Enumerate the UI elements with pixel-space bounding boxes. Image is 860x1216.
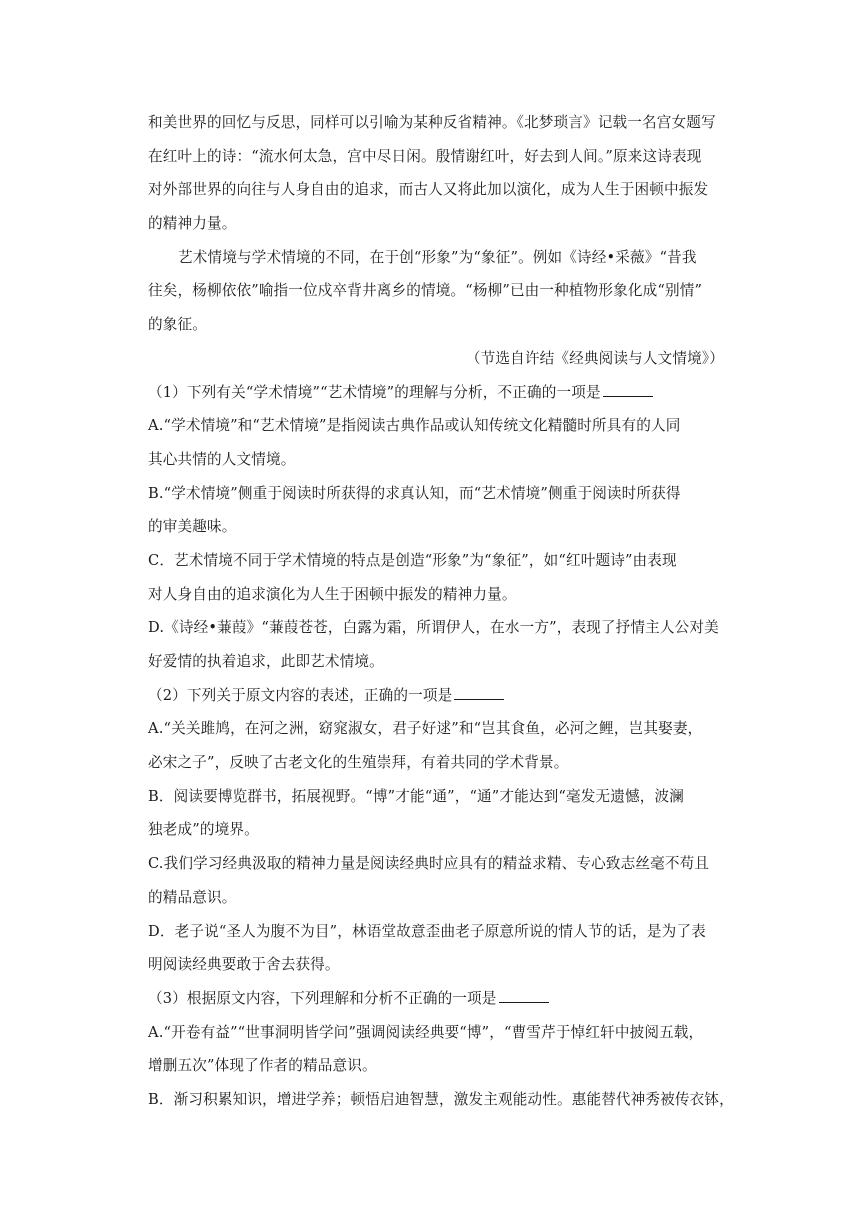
- paragraph-line: 的精神力量。: [148, 215, 237, 233]
- question-text: （1）下列有关“学术情境”“艺术情境”的理解与分析，不正确的一项是: [148, 383, 601, 401]
- option-line: B．渐习积累知识，增进学养；顿悟启迪智慧，激发主观能动性。惠能替代神秀被传衣钵，: [148, 1090, 734, 1108]
- option-line: 的精品意识。: [148, 888, 237, 906]
- option-line: A.“开卷有益”“世事洞明皆学问”强调阅读经典要“博”，“曹雪芹于悼红轩中披阅五载，: [148, 1023, 704, 1041]
- option-line: B.“学术情境”侧重于阅读时所获得的求真认知，而“艺术情境”侧重于阅读时所获得: [148, 484, 681, 502]
- paragraph-line: 和美世界的回忆与反思，同样可以引喻为某种反省精神。《北梦琐言》记载一名宫女题写: [148, 114, 716, 131]
- source-citation: （节选自许结《经典阅读与人文情境》）: [465, 349, 724, 367]
- paragraph-line: 对外部世界的向往与人身自由的追求，而古人又将此加以演化，成为人生于困顿中振发: [148, 181, 709, 199]
- option-line: A.“关关雎鸠，在河之洲，窈窕淑女，君子好逑”和“岂其食鱼，必河之鲤，岂其娶妻，: [148, 720, 703, 738]
- option-line: A.“学术情境”和“艺术情境”是指阅读古典作品或认知传统文化精髓时所具有的人同: [148, 417, 681, 435]
- option-line: 增删五次”体现了作者的精品意识。: [148, 1057, 377, 1075]
- option-line: 好爱情的执着追求，此即艺术情境。: [148, 653, 384, 670]
- question-text: （3）根据原文内容，下列理解和分析不正确的一项是: [148, 989, 497, 1007]
- option-line: 对人身自由的追求演化为人生于困顿中振发的精神力量。: [148, 585, 517, 603]
- option-line: B．阅读要博览群书，拓展视野。“博”才能“通”，“通”才能达到“毫发无遗憾，波澜: [148, 787, 684, 805]
- option-line: C.我们学习经典汲取的精神力量是阅读经典时应具有的精益求精、专心致志丝毫不苟且: [148, 855, 710, 873]
- paragraph-line: 在红叶上的诗：“流水何太急，宫中尽日闲。殷情谢红叶，好去到人间。”原来这诗表现: [148, 147, 702, 165]
- paragraph-line: 的象征。: [148, 316, 207, 334]
- option-line: D.《诗经•蒹葭》“蒹葭苍苍，白露为霜，所谓伊人，在水一方”，表现了抒情主人公对美: [148, 619, 719, 637]
- paragraph-line: 艺术情境与学术情境的不同，在于创“形象”为“象征”。例如《诗经•采薇》“昔我: [178, 248, 697, 266]
- option-line: 其心共情的人文情境。: [148, 450, 296, 468]
- option-line: 明阅读经典要敢于舍去获得。: [148, 956, 340, 974]
- question-text: （2）下列关于原文内容的表述，正确的一项是: [148, 686, 453, 704]
- answer-blank[interactable]: [603, 382, 653, 397]
- option-line: 独老成”的境界。: [148, 821, 259, 839]
- paragraph-line: 往矣，杨柳依依”喻指一位戍卒背井离乡的情境。“杨柳”已由一种植物形象化成“别情”: [148, 282, 703, 300]
- question-1-stem: [148, 376, 730, 410]
- option-line: D．老子说“圣人为腹不为目”，林语堂故意歪曲老子原意所说的情人节的话，是为了表: [148, 922, 706, 940]
- option-line: 必宋之子”，反映了古老文化的生殖崇拜，有着共同的学术背景。: [148, 754, 569, 772]
- document-body: [148, 106, 734, 1117]
- question-3-stem: [148, 982, 730, 1016]
- option-line: 的审美趣味。: [148, 518, 237, 536]
- answer-blank[interactable]: [454, 685, 504, 700]
- question-2-stem: [148, 679, 730, 713]
- option-line: C．艺术情境不同于学术情境的特点是创造“形象”为“象征”，如“红叶题诗”由表现: [148, 551, 677, 569]
- answer-blank[interactable]: [499, 988, 549, 1003]
